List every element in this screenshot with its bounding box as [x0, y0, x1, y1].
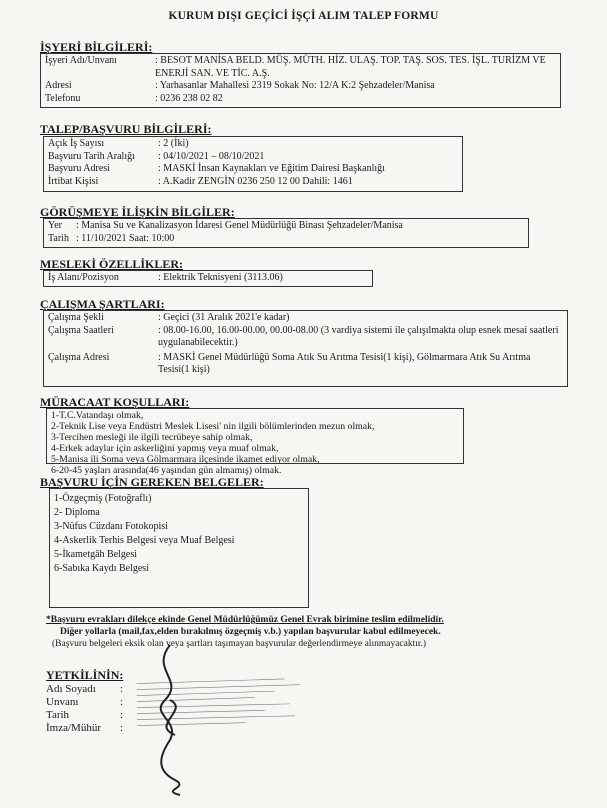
open-jobs-label: Açık İş Sayısı: [48, 138, 105, 149]
conditions-box: [43, 310, 568, 387]
authorized-heading: YETKİLİNİN:: [46, 668, 124, 682]
request-heading: TALEP/BAŞVURU BİLGİLERİ:: [40, 122, 212, 136]
interview-row: [48, 233, 524, 246]
employer-row: [45, 55, 556, 80]
position-value: : Elektrik Teknisyeni (3113.06): [158, 272, 283, 283]
authorized-block: [46, 668, 123, 735]
documents-heading: BAŞVURU İÇİN GEREKEN BELGELER:: [40, 475, 264, 489]
signature-mark: [140, 640, 210, 800]
document-item: 1-Özgeçmiş (Fotoğraflı): [54, 493, 152, 504]
application-address-value: : MASKİ İnsan Kaynakları ve Eğitim Dairesi Başkanlığı: [158, 163, 385, 174]
employer-heading: İŞYERİ BİLGİLERİ:: [40, 40, 153, 54]
authorized-row: [46, 696, 123, 709]
work-address-value: : MASKİ Genel Müdürlüğü Soma Atık Su Arıtma Tesisi(1 kişi), Gölmarmara Atık Su Arıtma Tesisi(1 kişi): [158, 351, 531, 375]
authorized-date-label: Tarih: [46, 709, 70, 721]
employer-row: [45, 80, 556, 93]
interview-row: [48, 220, 524, 233]
authorized-row: [46, 683, 123, 696]
application-item: 6-20-45 yaşları arasında(46 yaşından gün almamış) olmak.: [51, 465, 282, 476]
conditions-row: [48, 312, 563, 325]
employer-phone-label: Telefonu: [45, 92, 81, 104]
interview-date-value: : 11/10/2021 Saat: 10:00: [76, 232, 175, 244]
open-jobs-value: : 2 (İki): [158, 138, 189, 149]
request-row: [48, 163, 458, 176]
conditions-row: [48, 325, 563, 350]
interview-place-value: : Manisa Su ve Kanalizasyon İdaresi Genel Müdürlüğü Binası Şehzadeler/Manisa: [76, 220, 403, 231]
profession-heading: MESLEKİ ÖZELLİKLER:: [40, 257, 184, 271]
employer-box: [40, 53, 561, 108]
notes-block: [46, 614, 556, 650]
authorized-row: [46, 709, 123, 722]
work-type-value: : Geçici (31 Aralık 2021'e kadar): [158, 312, 290, 323]
document-item: 4-Askerlik Terhis Belgesi veya Muaf Belgesi: [54, 535, 235, 546]
date-range-value: : 04/10/2021 – 08/10/2021: [158, 150, 265, 162]
date-range-label: Başvuru Tarih Aralığı: [48, 150, 135, 162]
profession-box: [43, 270, 373, 287]
position-label: İş Alanı/Pozisyon: [48, 272, 119, 283]
interview-place-label: Yer: [48, 220, 62, 231]
employer-address-value: : Yarhasanlar Mahallesi 2319 Sokak No: 12/A K:2 Şehzadeler/Manisa: [155, 80, 435, 91]
authorized-signature-value: :: [120, 722, 124, 734]
document-item: 6-Sabıka Kaydı Belgesi: [54, 563, 149, 574]
document-item: 5-İkametgâh Belgesi: [54, 549, 138, 560]
work-hours-value: : 08.00-16.00, 16.00-00.00, 00.00-08.00 (3 vardiya sistemi ile çalışılmakta olup esnek mesai saatleri uygulanabilecektir.): [158, 324, 559, 348]
form-title: KURUM DIŞI GEÇİCİ İŞÇİ ALIM TALEP FORMU: [168, 10, 439, 22]
contact-value: : A.Kadir ZENGİN 0236 250 12 00 Dahili: 1461: [158, 175, 353, 187]
authorized-name-label: Adı Soyadı: [46, 683, 96, 695]
employer-name-value: : BESOT MANİSA BELD. MÜŞ. MÜTH. HİZ. ULAŞ. TOP. TAŞ. SOS. TES. İŞL. TURİZM VE ENERJİ SAN. VE TİC. A.Ş.: [155, 55, 546, 79]
employer-address-label: Adresi: [45, 80, 72, 91]
conditions-heading: ÇALIŞMA ŞARTLARI:: [40, 297, 165, 311]
interview-date-label: Tarih: [48, 232, 69, 244]
interview-box: [43, 218, 529, 248]
profession-row: [48, 272, 368, 285]
request-row: [48, 138, 458, 151]
conditions-row: [48, 352, 563, 377]
application-address-label: Başvuru Adresi: [48, 163, 110, 174]
application-item: 1-T.C.Vatandaşı olmak,: [51, 410, 144, 421]
work-type-label: Çalışma Şekli: [48, 312, 104, 323]
document-item: 3-Nüfus Cüzdanı Fotokopisi: [54, 521, 168, 532]
employer-phone-value: : 0236 238 02 82: [155, 92, 223, 104]
authorized-title-label: Unvanı: [46, 696, 79, 708]
contact-label: İrtibat Kişisi: [48, 175, 99, 187]
employer-row: [45, 93, 556, 106]
authorized-date-value: :: [120, 709, 124, 721]
application-item: 5-Manisa ili Soma veya Gölmarmara ilçesinde ikamet ediyor olmak,: [51, 454, 320, 465]
application-heading: MÜRACAAT KOŞULLARI:: [40, 395, 190, 409]
note-line-1: *Başvuru evrakları dilekçe ekinde Genel Müdürlüğümüz Genel Evrak birimine teslim edilmelidir.: [46, 615, 444, 625]
documents-box: [49, 488, 309, 608]
interview-heading: GÖRÜŞMEYE İLİŞKİN BİLGİLER:: [40, 205, 235, 219]
application-item: 4-Erkek adaylar için askerliğini yapmış veya muaf olmak,: [51, 443, 279, 454]
work-hours-label: Çalışma Saatleri: [48, 324, 114, 336]
employer-name-label: İşyeri Adı/Unvanı: [45, 55, 117, 66]
note-line-3: (Başvuru belgeleri eksik olan veya şartları taşımayan başvurular değerlendirmeye alınmayacaktır.): [52, 639, 427, 649]
document-item: 2- Diploma: [54, 507, 100, 518]
application-box: [46, 408, 464, 476]
authorized-signature-label: İmza/Mühür: [46, 722, 101, 734]
note-line-2: Diğer yollarla (mail,fax,elden bırakılmış özgeçmiş v.b.) yapılan başvurular kabul edilmeyecek.: [60, 627, 441, 637]
request-row: [48, 151, 458, 164]
application-item: 2-Teknik Lise veya Endüstri Meslek Lisesi' nin ilgili bölümlerinden mezun olmak,: [51, 421, 375, 432]
authorized-title-value: :: [120, 696, 124, 708]
work-address-label: Çalışma Adresi: [48, 351, 110, 363]
request-row: [48, 176, 458, 189]
application-item: 3-Tercihen mesleği ile ilgili tecrübeye sahip olmak,: [51, 432, 253, 443]
authorized-name-value: :: [120, 683, 124, 695]
request-box: [43, 136, 463, 192]
authorized-row: [46, 722, 123, 735]
